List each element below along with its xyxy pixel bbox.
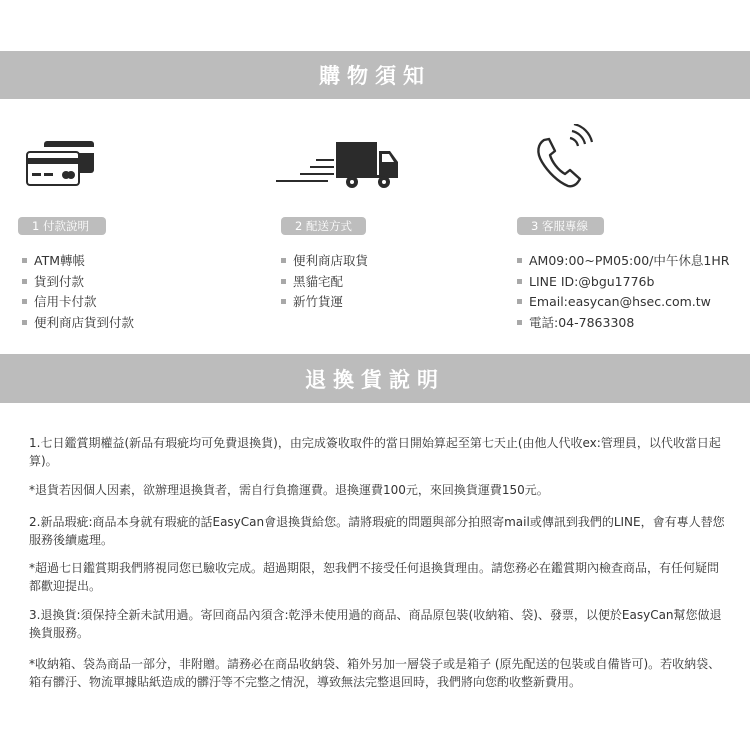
returns-notice-title: 退換貨說明 <box>305 367 445 392</box>
service-hours: AM09:00~PM05:00/中午休息1HR <box>529 253 730 268</box>
line-id: LINE ID:@bgu1776b <box>529 273 655 289</box>
payment-methods-list <box>22 251 134 333</box>
delivery-methods-list <box>281 251 368 313</box>
policy-paragraph: *超過七日鑑賞期我們將視同您已驗收完成。超過期限，恕我們不接受任何退換貨理由。請您務必在鑑賞期內檢查商品，有任何疑問都歡迎提出。 <box>29 561 720 593</box>
list-item <box>281 272 368 293</box>
list-item <box>517 272 729 293</box>
list-item-label: 便利商店取貨 <box>293 253 369 268</box>
list-item <box>517 292 729 313</box>
bullet-icon <box>517 258 522 263</box>
bullet-icon <box>517 279 522 284</box>
list-item-label: 信用卡付款 <box>34 294 97 309</box>
policy-paragraph: 3.退換貨:須保持全新未試用過。寄回商品內須含:乾淨未使用過的商品、商品原包裝(收納箱、袋)、發票，以便於EasyCan幫您做退換貨服務。 <box>29 608 722 640</box>
policy-paragraph: 2.新品瑕疵:商品本身就有瑕疵的話EasyCan會退換貨給您。請將瑕疵的問題與部分拍照寄mail或傳訊到我們的LINE，會有專人替您服務後續處理。 <box>29 515 725 547</box>
bullet-icon <box>22 299 27 304</box>
list-item-label: 便利商店貨到付款 <box>34 314 135 330</box>
ringing-phone-icon <box>532 124 594 188</box>
customer-service-tag: 3 客服專線 <box>517 217 604 235</box>
policy-paragraph: *收納箱、袋為商品一部分，非附贈。請務必在商品收納袋、箱外另加一層袋子或是箱子 (原先配送的包裝或自備皆可)。若收納袋、箱有髒汙、物流單據貼紙造成的髒汙等不完整之情況，導致無法完整退回時，我們將向您酌收整新費用。 <box>29 657 721 689</box>
delivery-truck-icon <box>272 140 400 190</box>
shopping-notice-banner <box>0 51 750 99</box>
bullet-icon <box>22 320 27 325</box>
bullet-icon <box>281 258 286 263</box>
list-item <box>22 251 134 272</box>
payment-info-tag: 1 付款說明 <box>18 217 106 235</box>
list-item <box>281 251 368 272</box>
shopping-notice-title: 購物須知 <box>319 64 431 88</box>
policy-paragraph: 1.七日鑑賞期權益(新品有瑕疵均可免費退換貨)，由完成簽收取件的當日開始算起至第七天止(由他人代收ex:管理員，以代收當日起算)。 <box>29 436 721 468</box>
list-item <box>22 292 134 313</box>
list-item-label: 新竹貨運 <box>293 294 344 309</box>
phone-number: 電話:04-7863308 <box>529 314 635 330</box>
list-item <box>281 292 368 313</box>
bullet-icon <box>517 320 522 325</box>
list-item-label: 貨到付款 <box>34 273 85 289</box>
bullet-icon <box>22 258 27 263</box>
bullet-icon <box>281 299 286 304</box>
returns-notice-banner <box>0 354 750 403</box>
policy-paragraph: *退貨若因個人因素，欲辦理退換貨者，需自行負擔運費。退換運費100元，來回換貨運費150元。 <box>29 483 549 497</box>
customer-service-list <box>517 251 729 333</box>
list-item <box>517 313 729 334</box>
credit-cards-icon <box>26 140 96 186</box>
bullet-icon <box>517 299 522 304</box>
list-item-label: ATM轉帳 <box>34 253 86 268</box>
bullet-icon <box>281 279 286 284</box>
list-item <box>22 313 134 334</box>
email-address: Email:easycan@hsec.com.tw <box>529 294 711 309</box>
list-item <box>22 272 134 293</box>
bullet-icon <box>22 279 27 284</box>
list-item-label: 黑貓宅配 <box>293 273 344 289</box>
list-item <box>517 251 729 272</box>
delivery-method-tag: 2 配送方式 <box>281 217 366 235</box>
